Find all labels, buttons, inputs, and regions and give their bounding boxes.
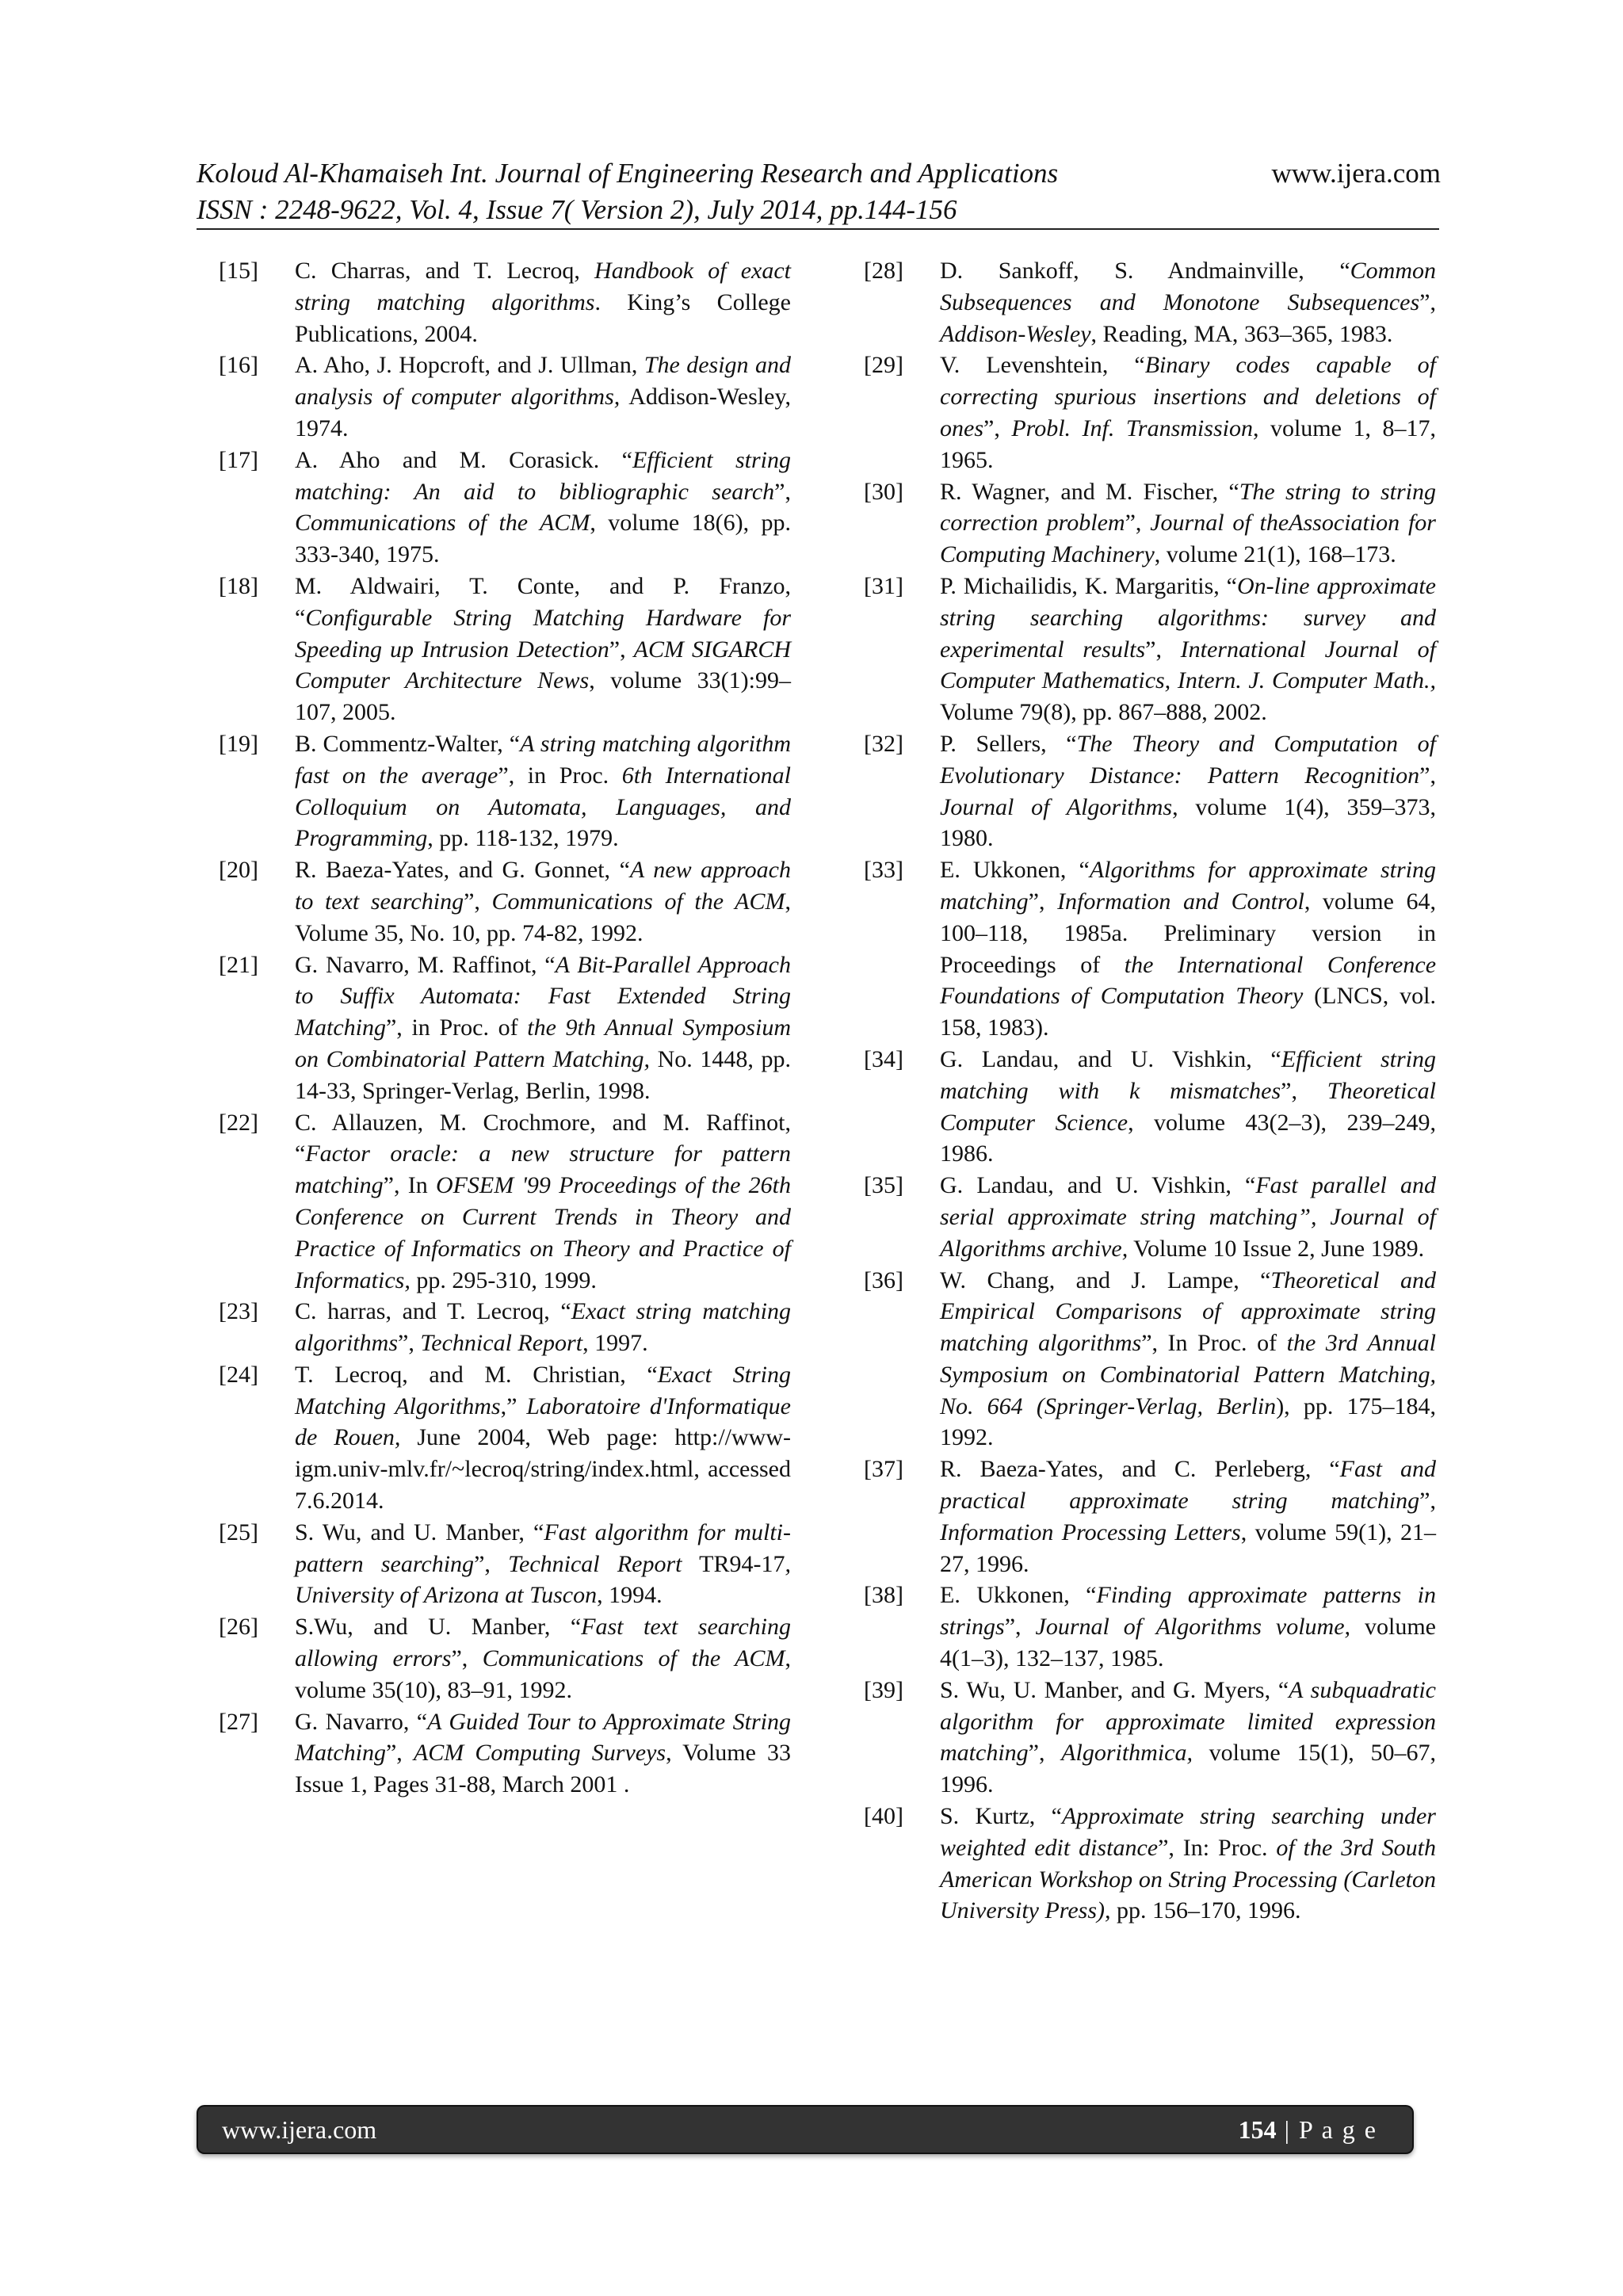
- reference-title-segment: The Theory and Computation of Evolutionary Distance: Pattern Recognition: [940, 730, 1436, 789]
- reference-text: [295, 1296, 791, 1359]
- reference-title-segment: Configurable String Matching Hardware for Speeding up Intrusion Detection: [295, 604, 791, 663]
- reference-segment: ”,: [1028, 1740, 1062, 1767]
- reference-segment: ”,: [385, 1740, 414, 1767]
- reference-title-segment: ACM SIGARCH Computer Architecture News: [295, 636, 791, 694]
- reference-item: [864, 255, 1436, 350]
- reference-segment: Addison-Wesley, 1974.: [295, 384, 791, 441]
- reference-title-segment: ACM Computing Surveys: [413, 1740, 666, 1767]
- reference-number: [30]: [864, 478, 903, 505]
- reference-segment: P. Sellers, “: [940, 730, 1077, 757]
- reference-title-segment: Efficient string matching: An aid to bibliographic search: [295, 446, 792, 505]
- reference-title-segment: the 3rd Annual Symposium on Combinatorial Pattern Matching, No. 664 (Springer-Verlag, Berlin: [940, 1330, 1436, 1419]
- reference-item: [864, 1675, 1436, 1801]
- reference-segment: ”, In: [383, 1172, 436, 1199]
- reference-title-segment: Laboratoire d'Informatique de Rouen,: [295, 1392, 791, 1451]
- reference-segment: , pp. 118-132, 1979.: [427, 825, 619, 852]
- reference-title-segment: Communications of the ACM: [482, 1645, 785, 1672]
- reference-title-segment: Technical Report: [420, 1330, 583, 1357]
- reference-title-segment: Communications of the ACM: [491, 888, 785, 915]
- reference-segment: , volume 59(1), 21–27, 1996.: [940, 1519, 1437, 1577]
- reference-segment: G. Navarro, “: [295, 1708, 428, 1735]
- reference-item: [219, 1517, 791, 1611]
- reference-title-segment: Approximate string searching under weighted edit distance: [940, 1803, 1436, 1861]
- reference-segment: ”, In Proc. of: [1141, 1330, 1287, 1357]
- reference-title-segment: International Journal of Computer Mathematics, Intern. J. Computer Math.,: [940, 636, 1436, 694]
- reference-segment: R. Baeza-Yates, and C. Perleberg, “: [940, 1456, 1340, 1483]
- reference-title-segment: Fast text searching allowing errors: [295, 1614, 791, 1672]
- reference-text: [940, 1044, 1436, 1170]
- reference-number: [28]: [864, 258, 903, 284]
- reference-title-segment: the 9th Annual Symposium on Combinatorial Pattern Matching,: [295, 1014, 791, 1072]
- reference-text: [940, 1675, 1436, 1801]
- reference-title-segment: the International Conference Foundations of Computation Theory: [940, 951, 1437, 1010]
- reference-item: [864, 1454, 1436, 1580]
- reference-segment: ”, In: Proc.: [1158, 1834, 1277, 1861]
- reference-item: [864, 728, 1436, 854]
- reference-text: [295, 949, 791, 1107]
- reference-item: [864, 1170, 1436, 1264]
- reference-segment: (LNCS, vol. 158, 1983).: [940, 983, 1436, 1041]
- reference-segment: No. 1448, pp. 14-33, Springer-Verlag, Berlin, 1998.: [295, 1045, 792, 1104]
- references-left-column: [219, 255, 791, 1801]
- reference-title-segment: Probl. Inf. Transmission: [1011, 415, 1253, 441]
- reference-segment: ”,: [774, 478, 791, 505]
- reference-segment: ”,: [1004, 1614, 1036, 1641]
- reference-segment: , Volume 35, No. 10, pp. 74-82, 1992.: [295, 888, 791, 946]
- reference-segment: June 2004, Web page: http://www-igm.univ-mlv.fr/~lecroq/string/index.html, accessed 7.6.2014.: [295, 1424, 791, 1515]
- reference-text: [295, 445, 791, 571]
- reference-item: [864, 571, 1436, 728]
- reference-segment: B. Commentz-Walter, “: [295, 730, 521, 757]
- reference-item: [864, 350, 1436, 476]
- reference-number: [26]: [219, 1614, 258, 1641]
- reference-text: [295, 1611, 791, 1706]
- reference-title-segment: Journal of Algorithms volume,: [1035, 1614, 1351, 1641]
- reference-segment: Volume 10 Issue 2, June 1989.: [1128, 1235, 1425, 1262]
- reference-number: [21]: [219, 951, 258, 978]
- reference-segment: G. Landau, and U. Vishkin, “: [940, 1172, 1256, 1199]
- reference-segment: G. Landau, and U. Vishkin, “: [940, 1045, 1281, 1072]
- reference-segment: , volume 18(6), pp. 333-340, 1975.: [295, 510, 792, 568]
- reference-segment: C. Allauzen, M. Crochmore, and M. Raffinot, “: [295, 1109, 791, 1167]
- reference-segment: pp. 295-310, 1999.: [410, 1266, 597, 1293]
- reference-text: [940, 255, 1436, 350]
- reference-item: [219, 350, 791, 444]
- reference-number: [40]: [864, 1803, 903, 1830]
- reference-text: [295, 350, 791, 444]
- reference-segment: ,”: [500, 1392, 527, 1419]
- journal-website: www.ijera.com: [1271, 158, 1441, 189]
- reference-segment: A. Aho, J. Hopcroft, and J. Ullman,: [295, 352, 644, 379]
- reference-title-segment: OFSEM '99 Proceedings of the 26th Conference on Current Trends in Theory and Practice of Informatics on Theory and Practice of Informatics,: [295, 1172, 791, 1293]
- reference-number: [16]: [219, 352, 258, 379]
- reference-number: [25]: [219, 1519, 258, 1545]
- reference-item: [219, 1296, 791, 1359]
- reference-text: [295, 1517, 791, 1611]
- reference-title-segment: Fast parallel and serial approximate string matching”, Journal of Algorithms archive,: [940, 1172, 1436, 1262]
- reference-segment: V. Levenshtein, “: [940, 352, 1145, 379]
- reference-item: [219, 255, 791, 350]
- reference-segment: , volume 64, 100–118, 1985a. Preliminary version in Proceedings of: [940, 888, 1436, 978]
- reference-title-segment: Information Processing Letters: [940, 1519, 1241, 1545]
- reference-segment: ”,: [1145, 636, 1181, 663]
- reference-item: [219, 1359, 791, 1517]
- reference-title-segment: of the 3rd South American Workshop on String Processing (Carleton University Press),: [940, 1834, 1436, 1924]
- reference-segment: C. harras, and T. Lecroq, “: [295, 1298, 571, 1325]
- reference-number: [39]: [864, 1676, 903, 1703]
- reference-segment: ”,: [474, 1550, 509, 1577]
- reference-text: [295, 255, 791, 350]
- reference-title-segment: Fast and practical approximate string matching: [940, 1456, 1436, 1515]
- reference-number: [20]: [219, 857, 258, 884]
- reference-segment: , volume 43(2–3), 239–249, 1986.: [940, 1109, 1436, 1167]
- reference-text: [940, 1801, 1436, 1927]
- reference-item: [864, 1044, 1436, 1170]
- reference-title-segment: Technical Report: [508, 1550, 682, 1577]
- reference-title-segment: Handbook of exact string matching algorithms: [295, 258, 791, 315]
- reference-segment: ”,: [451, 1645, 483, 1672]
- reference-segment: , 1997.: [582, 1330, 648, 1357]
- reference-number: [32]: [864, 730, 903, 757]
- reference-segment: ”,: [609, 636, 634, 663]
- reference-text: [940, 1580, 1436, 1674]
- reference-segment: E. Ukkonen, “: [940, 1582, 1097, 1609]
- reference-segment: Volume 79(8), pp. 867–888, 2002.: [940, 699, 1267, 726]
- reference-text: [940, 1170, 1436, 1264]
- reference-title-segment: A Guided Tour to Approximate String Matching: [295, 1708, 791, 1767]
- reference-number: [23]: [219, 1298, 258, 1325]
- reference-segment: M. Aldwairi, T. Conte, and P. Franzo, “: [295, 572, 791, 631]
- reference-title-segment: Journal of theAssociation for Computing Machinery: [940, 510, 1436, 568]
- reference-segment: S. Kurtz, “: [940, 1803, 1062, 1830]
- reference-segment: ”,: [1419, 1488, 1436, 1515]
- reference-segment: ”,: [398, 1330, 421, 1357]
- reference-segment: C. Charras, and T. Lecroq,: [295, 258, 595, 284]
- reference-segment: ), pp. 175–184, 1992.: [940, 1392, 1436, 1451]
- reference-text: [940, 728, 1436, 854]
- reference-segment: , volume 21(1), 168–173.: [1154, 541, 1396, 568]
- reference-segment: ”,: [1028, 888, 1058, 915]
- reference-segment: R. Wagner, and M. Fischer, “: [940, 478, 1239, 505]
- reference-item: [864, 1801, 1436, 1927]
- reference-item: [864, 1265, 1436, 1454]
- reference-item: [219, 1107, 791, 1297]
- reference-text: [940, 476, 1436, 571]
- reference-item: [219, 445, 791, 571]
- reference-segment: ”, in Proc.: [498, 762, 622, 789]
- reference-segment: G. Navarro, M. Raffinot, “: [295, 951, 556, 978]
- reference-text: [940, 1265, 1436, 1454]
- reference-text: [295, 1107, 791, 1297]
- reference-segment: , volume 33(1):99–107, 2005.: [295, 667, 791, 726]
- reference-item: [219, 1611, 791, 1706]
- reference-title-segment: Algorithms for approximate string matching: [940, 857, 1436, 915]
- reference-title-segment: Algorithmica,: [1061, 1740, 1193, 1767]
- reference-segment: S. Wu, U. Manber, and G. Myers, “: [940, 1676, 1289, 1703]
- reference-title-segment: Theoretical Computer Science: [940, 1077, 1436, 1136]
- reference-title-segment: A subquadratic algorithm for approximate limited expression matching: [940, 1676, 1436, 1767]
- reference-segment: ”,: [1419, 288, 1436, 315]
- reference-segment: ”,: [1419, 762, 1436, 789]
- page-number-label: [1239, 2115, 1377, 2145]
- header-rule: [197, 228, 1439, 230]
- reference-title-segment: , University of Arizona at Tuscon: [295, 1550, 791, 1609]
- reference-title-segment: Efficient string matching with k mismatches: [940, 1045, 1436, 1104]
- references-right-column: [864, 255, 1436, 1927]
- reference-item: [864, 476, 1436, 571]
- reference-text: [295, 854, 791, 949]
- reference-title-segment: Journal of Algorithms: [940, 793, 1173, 820]
- reference-title-segment: The string to string correction problem: [940, 478, 1436, 537]
- reference-title-segment: Information and Control: [1057, 888, 1304, 915]
- reference-number: [31]: [864, 572, 903, 599]
- reference-title-segment: A new approach to text searching: [295, 857, 791, 915]
- reference-number: [34]: [864, 1045, 903, 1072]
- reference-number: [29]: [864, 352, 903, 379]
- reference-title-segment: The design and analysis of computer algorithms,: [295, 352, 792, 411]
- reference-text: [940, 571, 1436, 728]
- reference-text: [295, 1706, 791, 1801]
- reference-title-segment: Exact string matching algorithms: [295, 1298, 791, 1357]
- reference-segment: A. Aho and M. Corasick. “: [295, 446, 632, 473]
- reference-segment: ”,: [983, 415, 1012, 441]
- reference-segment: P. Michailidis, K. Margaritis, “: [940, 572, 1237, 599]
- reference-number: [27]: [219, 1708, 258, 1735]
- reference-item: [864, 1580, 1436, 1674]
- reference-title-segment: On-line approximate string searching algorithms: survey and experimental results: [940, 572, 1437, 663]
- reference-title-segment: 6th International Colloquium on Automata, Languages, and Programming: [295, 762, 792, 852]
- reference-text: [940, 854, 1436, 1044]
- reference-title-segment: Finding approximate patterns in strings: [940, 1582, 1436, 1641]
- reference-segment: , Reading, MA, 363–365, 1983.: [1090, 320, 1393, 347]
- reference-item: [219, 1706, 791, 1801]
- reference-title-segment: Fast algorithm for multi-pattern searching: [295, 1519, 791, 1577]
- reference-item: [219, 571, 791, 728]
- reference-segment: pp. 156–170, 1996.: [1110, 1897, 1301, 1924]
- reference-text: [295, 1359, 791, 1517]
- reference-segment: S. Wu, and U. Manber, “: [295, 1519, 544, 1545]
- reference-segment: volume 15(1), 50–67, 1996.: [940, 1740, 1436, 1798]
- reference-number: [36]: [864, 1266, 903, 1293]
- reference-number: [38]: [864, 1582, 903, 1609]
- reference-number: [17]: [219, 446, 258, 473]
- footer-website: www.ijera.com: [222, 2115, 377, 2144]
- reference-text: [295, 728, 791, 854]
- reference-number: [18]: [219, 572, 258, 599]
- reference-title-segment: Factor oracle: a new structure for pattern matching: [295, 1140, 791, 1199]
- reference-segment: S.Wu, and U. Manber, “: [295, 1614, 582, 1641]
- reference-title-segment: Theoretical and Empirical Comparisons of approximate string matching algorithms: [940, 1266, 1437, 1357]
- reference-item: [219, 854, 791, 949]
- reference-segment: T. Lecroq, and M. Christian, “: [295, 1361, 658, 1388]
- reference-number: [35]: [864, 1172, 903, 1199]
- reference-segment: volume 4(1–3), 132–137, 1985.: [940, 1614, 1436, 1672]
- reference-number: [19]: [219, 730, 258, 757]
- reference-title-segment: Binary codes capable of correcting spurious insertions and deletions of ones: [940, 352, 1436, 441]
- reference-title-segment: A Bit-Parallel Approach to Suffix Automata: Fast Extended String Matching: [295, 951, 791, 1041]
- journal-line: Koloud Al-Khamaiseh Int. Journal of Engineering Research and Applications: [197, 158, 1059, 189]
- reference-text: [295, 571, 791, 728]
- reference-segment: D. Sankoff, S. Andmainville, “: [940, 258, 1350, 284]
- page-number: 154: [1238, 2115, 1277, 2144]
- issn-line: ISSN : 2248-9622, Vol. 4, Issue 7( Version 2), July 2014, pp.144-156: [197, 194, 957, 225]
- page-label: | P a g e: [1276, 2115, 1377, 2144]
- reference-segment: ”,: [1125, 510, 1151, 537]
- reference-segment: TR94-17: [682, 1550, 785, 1577]
- reference-segment: ”,: [464, 888, 492, 915]
- reference-title-segment: Exact String Matching Algorithms: [295, 1361, 791, 1419]
- reference-number: [24]: [219, 1361, 258, 1388]
- reference-title-segment: A string matching algorithm fast on the average: [295, 730, 791, 789]
- reference-segment: , volume 35(10), 83–91, 1992.: [295, 1645, 791, 1703]
- reference-title-segment: Common Subsequences and Monotone Subsequences: [940, 258, 1436, 315]
- reference-item: [864, 854, 1436, 1044]
- reference-segment: , 1994.: [597, 1582, 663, 1609]
- reference-number: [33]: [864, 857, 903, 884]
- reference-text: [940, 1454, 1436, 1580]
- reference-segment: ”,: [1281, 1077, 1327, 1104]
- reference-segment: ”, in Proc. of: [385, 1014, 528, 1041]
- reference-title-segment: Addison-Wesley: [940, 320, 1091, 347]
- reference-title-segment: Communications of the ACM: [295, 510, 590, 537]
- running-header: [197, 155, 1441, 228]
- reference-segment: , Volume 33 Issue 1, Pages 31-88, March 2001 .: [295, 1740, 791, 1798]
- reference-segment: . King’s College Publications, 2004.: [295, 288, 791, 347]
- reference-number: [15]: [219, 258, 258, 284]
- reference-text: [940, 350, 1436, 476]
- reference-item: [219, 949, 791, 1107]
- reference-segment: , volume 1(4), 359–373, 1980.: [940, 793, 1436, 852]
- reference-item: [219, 728, 791, 854]
- reference-number: [22]: [219, 1109, 258, 1136]
- reference-segment: R. Baeza-Yates, and G. Gonnet, “: [295, 857, 630, 884]
- reference-segment: E. Ukkonen, “: [940, 857, 1090, 884]
- reference-number: [37]: [864, 1456, 903, 1483]
- reference-segment: , volume 1, 8–17, 1965.: [940, 415, 1436, 473]
- page-footer: [197, 2105, 1414, 2154]
- reference-segment: W. Chang, and J. Lampe, “: [940, 1266, 1271, 1293]
